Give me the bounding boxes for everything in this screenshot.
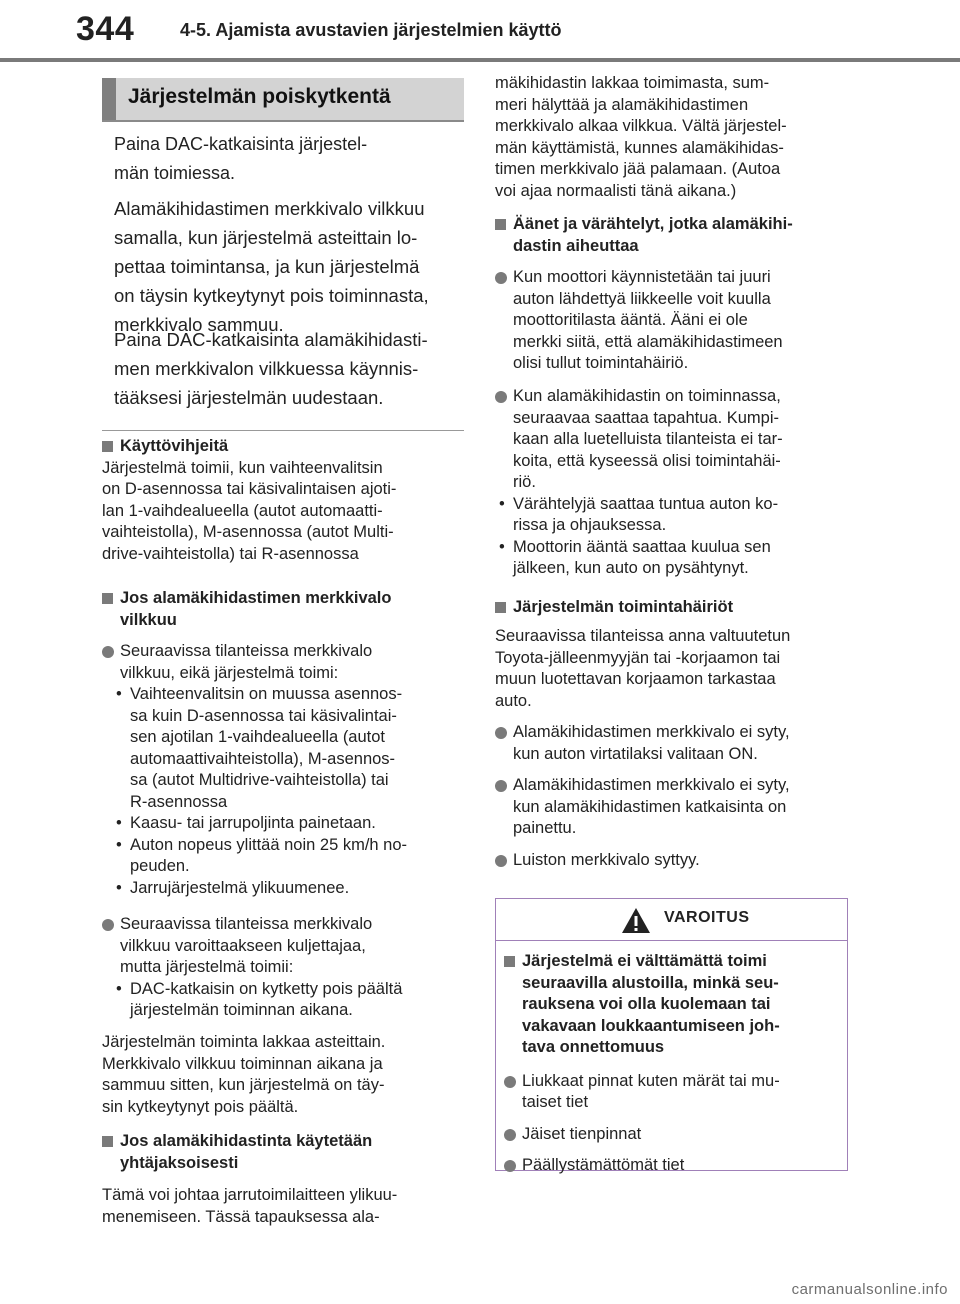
subsection-heading — [495, 597, 851, 619]
text-line: merkkivalo alkaa vilkkua. Vältä järjestel- — [495, 117, 787, 135]
bullet-text — [120, 641, 464, 684]
text-line: automaattivaihteistolla), M-asennos- — [130, 749, 396, 768]
text-line: Toyota-jälleenmyyjän tai -korjaamon tai — [495, 648, 781, 667]
text-line: Kaasu- tai jarrupoljinta painetaan. — [130, 814, 376, 832]
subsection-heading — [495, 214, 851, 257]
text-line: vilkkuu varoittaakseen kuljettajaa, — [120, 936, 366, 955]
text-line: seuraavilla alustoilla, minkä seu- — [522, 973, 779, 992]
sub-list — [102, 979, 464, 1022]
text-line: peuden. — [130, 857, 190, 875]
warning-title: VAROITUS — [664, 909, 750, 926]
warning-item-text — [522, 1155, 834, 1177]
sub-item-text — [130, 813, 464, 835]
text-line: Paina DAC-katkaisinta alamäkihidasti- — [114, 329, 428, 350]
subsection-heading — [102, 436, 464, 458]
text-line: R-asennossa — [130, 792, 228, 811]
sub-list — [102, 684, 464, 899]
paragraph-malfunctions — [495, 626, 851, 712]
sub-list-item — [495, 537, 851, 580]
text-line: vilkkuu, eikä järjestelmä toimi: — [120, 663, 339, 682]
text-line: män toimiessa. — [114, 163, 236, 183]
text-line: sen ajotilan 1-vaihdealueella (autot — [130, 728, 386, 746]
circle-bullet-icon — [495, 855, 507, 867]
bullet-item — [495, 267, 851, 375]
page-number: 344 — [76, 10, 135, 48]
text-line: auto. — [495, 691, 532, 710]
sub-list-item — [112, 813, 464, 835]
warning-list — [504, 1071, 834, 1177]
sub-item-text — [513, 537, 851, 580]
text-line: Kun moottori käynnistetään tai juuri — [513, 268, 771, 286]
circle-bullet-icon — [504, 1129, 516, 1141]
text-line: muun luotettavan korjaamon tarkastaa — [495, 670, 776, 688]
watermark-text: carmanualsonline.info — [791, 1281, 948, 1298]
text-line: on täysin kytkeytynyt pois toiminnasta, — [114, 285, 429, 306]
circle-bullet-icon — [504, 1076, 516, 1088]
sub-list-item — [112, 878, 464, 900]
text-line: menemiseen. Tässä tapauksessa ala- — [102, 1207, 380, 1226]
text-line: Paina DAC-katkaisinta järjestel- — [114, 134, 368, 154]
text-line: Värähtelyjä saattaa tuntua auton ko- — [513, 494, 779, 513]
text-line: tääksesi järjestelmän uudestaan. — [114, 387, 384, 408]
warning-body — [504, 951, 834, 1187]
bullet-text — [513, 267, 851, 375]
section-title-rule — [102, 120, 464, 122]
subsection-malfunctions — [495, 597, 851, 619]
text-line: seuraavaa saattaa tapahtua. Kumpi- — [513, 408, 780, 427]
subsection-sounds — [495, 214, 851, 257]
text-line: rissa ja ohjauksessa. — [513, 516, 667, 534]
text-line: kun alamäkihidastimen katkaisinta on — [513, 797, 787, 816]
text-line: painettu. — [513, 819, 577, 837]
heading-text: Järjestelmän toimintahäiriöt — [513, 598, 734, 616]
paragraph-restart — [114, 325, 464, 412]
text-line: merkki siitä, että alamäkihidastimeen — [513, 332, 783, 351]
text-line: män käyttämistä, kunnes alamäkihidas- — [495, 138, 784, 157]
square-bullet-icon — [102, 593, 113, 604]
text-line: DAC-katkaisin on kytketty pois päältä — [130, 979, 403, 998]
page-header — [0, 0, 960, 60]
bullet-text — [120, 914, 464, 979]
text-line: Liukkaat pinnat kuten märät tai mu- — [522, 1071, 780, 1090]
text-line: Moottorin ääntä saattaa kuulua sen — [513, 537, 771, 556]
bullet-text — [513, 775, 851, 840]
warning-box — [495, 898, 848, 1174]
heading-text — [120, 588, 464, 631]
text-line: sa kuin D-asennossa tai käsivalintai- — [130, 706, 397, 725]
text-line: Jarrujärjestelmä ylikuumenee. — [130, 878, 350, 897]
circle-bullet-icon — [495, 780, 507, 792]
paragraph-gradual-stop — [102, 1032, 464, 1118]
square-bullet-icon — [102, 441, 113, 452]
bullet-item — [102, 641, 464, 684]
bullet-item — [495, 850, 851, 872]
subsection-continuous-use — [102, 1131, 464, 1174]
text-line: Järjestelmä toimii, kun vaihteenvalitsin — [102, 458, 383, 477]
text-line: auton lähdettyä liikkeelle voit kuulla — [513, 289, 771, 308]
text-line: sa (autot Multidrive-vaihteistolla) tai — [130, 771, 389, 789]
heading-text — [120, 1131, 464, 1174]
text-line: moottoritilasta ääntä. Ääni ei ole — [513, 311, 748, 329]
warning-list-item — [504, 1155, 834, 1177]
square-bullet-icon — [495, 602, 506, 613]
dot-bullet-icon: • — [499, 494, 505, 513]
dot-bullet-icon: • — [116, 814, 122, 832]
text-line: mutta järjestelmä toimii: — [120, 958, 294, 976]
circle-bullet-icon — [495, 272, 507, 284]
text-line: timen merkkivalo jää palamaan. (Autoa — [495, 160, 781, 178]
circle-bullet-icon — [102, 646, 114, 658]
dot-bullet-icon: • — [116, 685, 122, 703]
header-rule — [0, 58, 960, 62]
sub-list-item — [112, 979, 464, 1022]
text-line: jälkeen, kun auto on pysähtynyt. — [513, 559, 749, 577]
text-line: voi ajaa normaalisti tänä aikana.) — [495, 181, 737, 200]
text-line: Seuraavissa tilanteissa merkkivalo — [120, 642, 373, 660]
heading-text — [513, 214, 851, 257]
bullet-text — [513, 722, 851, 765]
bullet-item — [495, 386, 851, 494]
text-line: Auton nopeus ylittää noin 25 km/h no- — [130, 835, 408, 854]
subsection-heading — [102, 1131, 464, 1174]
bullet-item — [495, 775, 851, 840]
circle-bullet-icon — [495, 727, 507, 739]
chapter-title: 4-5. Ajamista avustavien järjestelmien käyttö — [180, 20, 562, 40]
dot-bullet-icon: • — [116, 979, 122, 998]
text-line: järjestelmän toiminnan aikana. — [130, 1001, 353, 1019]
subsection-usage-tips — [102, 436, 464, 565]
text-line: Vaihteenvalitsin on muussa asennos- — [130, 685, 403, 703]
heading-text — [522, 951, 834, 1059]
text-line: mäkihidastin lakkaa toimimasta, sum- — [495, 74, 770, 92]
subsection-rule — [102, 430, 464, 431]
sub-item-text — [130, 878, 464, 900]
warning-list-item — [504, 1071, 834, 1114]
sub-list-item — [112, 835, 464, 878]
lead-instruction — [114, 130, 464, 188]
text-line: Äänet ja värähtelyt, jotka alamäkihi- — [513, 215, 793, 233]
text-line: dastin aiheuttaa — [513, 236, 639, 255]
circle-bullet-icon — [504, 1160, 516, 1172]
text-line: drive-vaihteistolla) tai R-asennossa — [102, 544, 359, 563]
dot-bullet-icon: • — [499, 537, 505, 556]
section-title: Järjestelmän poiskytkentä — [102, 78, 464, 120]
text-line: merkkivalo sammuu. — [114, 314, 284, 335]
text-line: Seuraavissa tilanteissa anna valtuutetun — [495, 627, 791, 645]
text-line: Seuraavissa tilanteissa merkkivalo — [120, 915, 373, 933]
bullet-list-malfunctions — [495, 722, 851, 871]
text-line: Kun alamäkihidastin on toiminnassa, — [513, 387, 781, 405]
text-line: koita, että kyseessä olisi toimintahäi- — [513, 451, 781, 470]
text-line: Tämä voi johtaa jarrutoimilaitteen ylikuu- — [102, 1186, 398, 1204]
paragraph-continued — [495, 73, 851, 202]
text-line: kun auton virtatilaksi valitaan ON. — [513, 744, 758, 763]
paragraph-overheat — [102, 1185, 464, 1228]
bullet-list-left-1 — [102, 641, 464, 899]
warning-heading — [504, 951, 834, 1059]
text-line: riö. — [513, 473, 536, 491]
sub-item-text — [130, 979, 464, 1022]
text-line: Merkkivalo vilkkuu toiminnan aikana ja — [102, 1054, 383, 1073]
circle-bullet-icon — [495, 391, 507, 403]
text-line: pettaa toimintansa, ja kun järjestelmä — [114, 256, 420, 277]
square-bullet-icon — [504, 956, 515, 967]
sub-item-text — [130, 684, 464, 813]
dot-bullet-icon: • — [116, 835, 122, 854]
bullet-item — [495, 722, 851, 765]
warning-item-text — [522, 1071, 834, 1114]
text-line: men merkkivalon vilkkuessa käynnis- — [114, 358, 419, 379]
text-line: vakavaan loukkaantumiseen joh- — [522, 1016, 780, 1035]
sub-item-text — [130, 835, 464, 878]
usage-tips-text — [102, 458, 464, 566]
bullet-text — [513, 386, 851, 494]
text-line: vaihteistolla), M-asennossa (autot Multi- — [102, 523, 394, 541]
warning-header — [496, 899, 847, 941]
subsection-heading — [102, 588, 464, 631]
warning-list-item — [504, 1124, 834, 1146]
text-line: meri hälyttää ja alamäkihidastimen — [495, 95, 749, 114]
text-line: olisi tullut toimintahäiriö. — [513, 354, 689, 372]
bullet-list-left-2 — [102, 914, 464, 1022]
text-line: taiset tiet — [522, 1093, 589, 1111]
text-line: Päällystämättömät tiet — [522, 1156, 685, 1174]
sub-list — [495, 494, 851, 580]
text-line: Jos alamäkihidastimen merkkivalo — [120, 589, 392, 607]
bullet-item — [102, 914, 464, 979]
text-line: tava onnettomuus — [522, 1038, 665, 1056]
text-line: sin kytkeytynyt pois päältä. — [102, 1097, 299, 1116]
text-line: Jos alamäkihidastinta käytetään — [120, 1132, 373, 1150]
text-line: Alamäkihidastimen merkkivalo ei syty, — [513, 723, 790, 741]
text-line: Alamäkihidastimen merkkivalo ei syty, — [513, 776, 790, 794]
text-line: on D-asennossa tai käsivalintaisen ajoti- — [102, 480, 397, 498]
square-bullet-icon — [102, 1136, 113, 1147]
text-line: rauksena voi olla kuolemaan tai — [522, 995, 771, 1013]
bullet-text — [513, 850, 851, 872]
text-line: yhtäjaksoisesti — [120, 1153, 239, 1172]
text-line: Järjestelmän toiminta lakkaa asteittain. — [102, 1033, 386, 1051]
text-line: samalla, kun järjestelmä asteittain lo- — [114, 227, 418, 248]
sub-item-text — [513, 494, 851, 537]
text-line: vilkkuu — [120, 610, 177, 629]
paragraph-indicator-blink — [114, 194, 464, 339]
text-line: Luiston merkkivalo syttyy. — [513, 850, 700, 869]
text-line: Järjestelmä ei välttämättä toimi — [522, 952, 767, 970]
sub-list-item — [112, 684, 464, 813]
dot-bullet-icon: • — [116, 878, 122, 897]
heading-text: Käyttövihjeitä — [120, 437, 229, 455]
warning-item-text — [522, 1124, 834, 1146]
text-line: Jäiset tienpinnat — [522, 1124, 642, 1143]
text-line: sammuu sitten, kun järjestelmä on täy- — [102, 1076, 385, 1094]
square-bullet-icon — [495, 219, 506, 230]
bullet-engine-sound — [495, 267, 851, 375]
sub-list-item — [495, 494, 851, 537]
subsection-indicator-blinks — [102, 588, 464, 631]
bullet-operation-effects — [495, 386, 851, 580]
text-line: kaan alla luetelluista tilanteista ei tar- — [513, 430, 783, 448]
warning-triangle-icon — [621, 907, 651, 934]
text-line: Alamäkihidastimen merkkivalo vilkkuu — [114, 198, 425, 219]
circle-bullet-icon — [102, 919, 114, 931]
text-line: lan 1-vaihdealueella (autot automaatti- — [102, 501, 383, 520]
